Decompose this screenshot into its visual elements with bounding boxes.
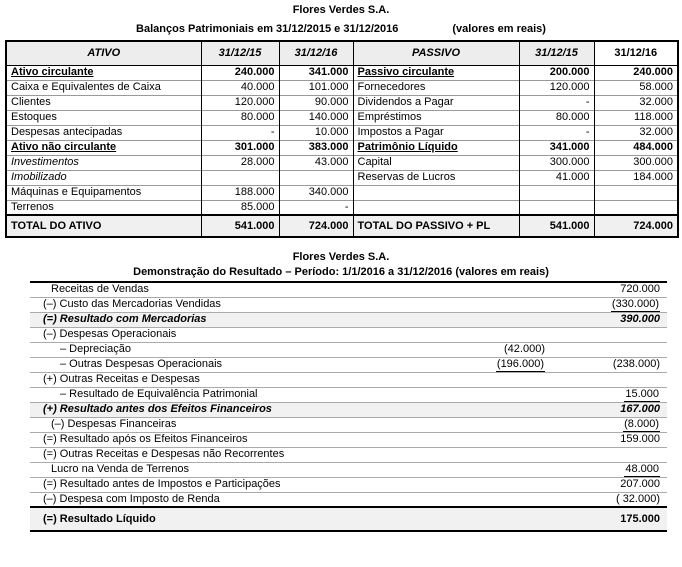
table-row bbox=[30, 477, 667, 492]
table-row bbox=[6, 95, 678, 110]
bs-label-cell: Fornecedores bbox=[353, 80, 519, 95]
table-row bbox=[6, 185, 678, 200]
bs-value-cell: 118.000 bbox=[594, 110, 678, 125]
table-row bbox=[6, 140, 678, 155]
dre-label-cell: Lucro na Venda de Terrenos bbox=[30, 462, 452, 477]
bs-value-cell: - bbox=[519, 95, 594, 110]
dre-value-cell: (238.000) bbox=[547, 357, 667, 372]
bs-label-cell bbox=[353, 200, 519, 215]
dre-net-income-value: 175.000 bbox=[547, 507, 667, 531]
bs-value-cell: 32.000 bbox=[594, 95, 678, 110]
dre-value-cell bbox=[547, 387, 667, 402]
dre-mid-cell bbox=[452, 297, 547, 312]
dre-subtotal-row bbox=[30, 402, 667, 417]
bs-value-cell: 90.000 bbox=[279, 95, 353, 110]
bs-value-cell: 120.000 bbox=[201, 95, 279, 110]
dre-value-cell bbox=[547, 462, 667, 477]
bs-value-cell: 120.000 bbox=[519, 80, 594, 95]
table-row bbox=[30, 342, 667, 357]
dre-mid-cell bbox=[452, 417, 547, 432]
dre-label-cell: (+) Resultado antes dos Efeitos Financeiros bbox=[30, 402, 452, 417]
dre-label-cell: (=) Outras Receitas e Despesas não Recorrentes bbox=[30, 447, 452, 462]
dre-label-cell: – Depreciação bbox=[30, 342, 452, 357]
bs-header-date-16-left: 31/12/16 bbox=[279, 41, 353, 65]
bs-value-cell bbox=[519, 185, 594, 200]
bs-value-cell: 80.000 bbox=[519, 110, 594, 125]
bs-value-cell: 300.000 bbox=[594, 155, 678, 170]
income-statement-title: Demonstração do Resultado – Período: 1/1/2016 a 31/12/2016 (valores em reais) bbox=[133, 266, 549, 278]
dre-label-cell: – Outras Despesas Operacionais bbox=[30, 357, 452, 372]
dre-value-cell bbox=[547, 297, 667, 312]
bs-value-cell: 40.000 bbox=[201, 80, 279, 95]
balance-sheet-company-title: Flores Verdes S.A. bbox=[292, 4, 390, 16]
dre-mid-cell bbox=[452, 312, 547, 327]
bs-header-row bbox=[6, 41, 678, 65]
bs-value-cell: 43.000 bbox=[279, 155, 353, 170]
dre-mid-cell bbox=[452, 477, 547, 492]
bs-header-date-15-left: 31/12/15 bbox=[201, 41, 279, 65]
dre-mid-cell bbox=[452, 327, 547, 342]
balance-sheet-units-text: (valores em reais) bbox=[452, 23, 546, 35]
underlined-value: (8.000) bbox=[624, 418, 659, 430]
bs-value-cell: 300.000 bbox=[519, 155, 594, 170]
dre-label-cell: – Resultado de Equivalência Patrimonial bbox=[30, 387, 452, 402]
bs-label-cell: Impostos a Pagar bbox=[353, 125, 519, 140]
balance-sheet-title-text: Balanços Patrimoniais em 31/12/2015 e 31/12/2016 bbox=[136, 23, 399, 35]
bs-label-cell: Despesas antecipadas bbox=[6, 125, 201, 140]
bs-value-cell: 383.000 bbox=[279, 140, 353, 155]
bs-label-cell: Investimentos bbox=[6, 155, 201, 170]
dre-value-cell: 167.000 bbox=[547, 402, 667, 417]
bs-value-cell: 32.000 bbox=[594, 125, 678, 140]
table-row bbox=[30, 327, 667, 342]
dre-label-cell: (=) Resultado com Mercadorias bbox=[30, 312, 452, 327]
table-row bbox=[30, 447, 667, 462]
table-row bbox=[30, 282, 667, 297]
dre-mid-cell bbox=[452, 432, 547, 447]
dre-mid-cell bbox=[452, 372, 547, 387]
bs-label-cell: Empréstimos bbox=[353, 110, 519, 125]
dre-mid-cell bbox=[452, 462, 547, 477]
table-row bbox=[6, 170, 678, 185]
bs-total-ativo-label: TOTAL DO ATIVO bbox=[6, 215, 201, 237]
bs-value-cell: 101.000 bbox=[279, 80, 353, 95]
bs-value-cell: 200.000 bbox=[519, 65, 594, 80]
dre-value-cell bbox=[547, 417, 667, 432]
bs-value-cell: 28.000 bbox=[201, 155, 279, 170]
underlined-value: 15.000 bbox=[625, 388, 659, 400]
bs-value-cell: 240.000 bbox=[201, 65, 279, 80]
dre-label-cell: Receitas de Vendas bbox=[51, 283, 149, 296]
underlined-value: (330.000) bbox=[611, 298, 659, 310]
table-row bbox=[30, 372, 667, 387]
bs-label-cell: Ativo não circulante bbox=[6, 140, 201, 155]
dre-net-income-row bbox=[30, 507, 667, 531]
bs-label-cell: Dividendos a Pagar bbox=[353, 95, 519, 110]
table-row bbox=[6, 80, 678, 95]
dre-label-cell: (+) Outras Receitas e Despesas bbox=[30, 372, 452, 387]
bs-value-cell: 85.000 bbox=[201, 200, 279, 215]
bs-label-cell: Passivo circulante bbox=[353, 65, 519, 80]
bs-label-cell: Patrimônio Líquido bbox=[353, 140, 519, 155]
bs-value-cell: - bbox=[201, 125, 279, 140]
table-row bbox=[30, 417, 667, 432]
table-row bbox=[30, 492, 667, 507]
balance-sheet-table bbox=[5, 40, 679, 238]
bs-value-cell: 341.000 bbox=[279, 65, 353, 80]
bs-value-cell: 188.000 bbox=[201, 185, 279, 200]
table-row bbox=[30, 357, 667, 372]
bs-label-cell bbox=[353, 185, 519, 200]
table-row bbox=[6, 65, 678, 80]
bs-value-cell bbox=[594, 200, 678, 215]
dre-mid-cell bbox=[452, 507, 547, 531]
bs-value-cell: 301.000 bbox=[201, 140, 279, 155]
table-row bbox=[30, 387, 667, 402]
dre-mid-cell bbox=[452, 402, 547, 417]
dre-value-cell bbox=[547, 342, 667, 357]
dre-mid-cell bbox=[452, 357, 547, 372]
income-statement-table bbox=[30, 281, 667, 532]
dre-mid-cell: (42.000) bbox=[452, 342, 547, 357]
dre-label-cell: (–) Custo das Mercadorias Vendidas bbox=[30, 297, 452, 312]
bs-label-cell: Caixa e Equivalentes de Caixa bbox=[6, 80, 201, 95]
bs-label-cell: Máquinas e Equipamentos bbox=[6, 185, 201, 200]
dre-label-cell: (–) Despesa com Imposto de Renda bbox=[30, 492, 452, 507]
dre-value-cell bbox=[547, 327, 667, 342]
dre-label-cell: (–) Despesas Financeiras bbox=[30, 417, 452, 432]
dre-label-cell: (–) Despesas Operacionais bbox=[30, 327, 452, 342]
dre-mid-cell bbox=[452, 492, 547, 507]
bs-value-cell: - bbox=[519, 125, 594, 140]
bs-value-cell: 484.000 bbox=[594, 140, 678, 155]
bs-label-cell: Terrenos bbox=[6, 200, 201, 215]
table-row bbox=[6, 110, 678, 125]
bs-label-cell: Imobilizado bbox=[6, 170, 201, 185]
bs-value-cell: 724.000 bbox=[279, 215, 353, 237]
dre-value-cell: 720.000 bbox=[620, 283, 660, 296]
bs-total-row bbox=[6, 215, 678, 237]
bs-header-date-15-right: 31/12/15 bbox=[519, 41, 594, 65]
bs-label-cell: Reservas de Lucros bbox=[353, 170, 519, 185]
bs-header-date-16-right: 31/12/16 bbox=[594, 41, 678, 65]
dre-label-cell: (=) Resultado após os Efeitos Financeiros bbox=[30, 432, 452, 447]
dre-value-cell: 390.000 bbox=[547, 312, 667, 327]
bs-value-cell: 41.000 bbox=[519, 170, 594, 185]
dre-value-cell bbox=[547, 447, 667, 462]
bs-value-cell bbox=[519, 200, 594, 215]
bs-value-cell bbox=[201, 170, 279, 185]
bs-total-passivo-label: TOTAL DO PASSIVO + PL bbox=[353, 215, 519, 237]
bs-value-cell: 341.000 bbox=[519, 140, 594, 155]
bs-header-ativo: ATIVO bbox=[6, 41, 201, 65]
bs-label-cell: Clientes bbox=[6, 95, 201, 110]
bs-value-cell: 541.000 bbox=[201, 215, 279, 237]
dre-mid-cell bbox=[452, 282, 547, 297]
bs-value-cell: 10.000 bbox=[279, 125, 353, 140]
dre-subtotal-row bbox=[30, 312, 667, 327]
bs-value-cell: 240.000 bbox=[594, 65, 678, 80]
dre-value-cell: 207.000 bbox=[547, 477, 667, 492]
bs-label-cell: Capital bbox=[353, 155, 519, 170]
bs-value-cell: 140.000 bbox=[279, 110, 353, 125]
bs-value-cell bbox=[279, 170, 353, 185]
dre-value-cell bbox=[547, 372, 667, 387]
bs-value-cell: 541.000 bbox=[519, 215, 594, 237]
dre-label-cell: (=) Resultado antes de Impostos e Participações bbox=[30, 477, 452, 492]
bs-value-cell: 724.000 bbox=[594, 215, 678, 237]
income-statement-company-title: Flores Verdes S.A. bbox=[292, 251, 390, 263]
table-row bbox=[6, 155, 678, 170]
dre-mid-cell bbox=[452, 387, 547, 402]
bs-header-passivo: PASSIVO bbox=[353, 41, 519, 65]
table-row bbox=[30, 297, 667, 312]
balance-sheet-subtitle bbox=[0, 23, 682, 35]
bs-value-cell: 340.000 bbox=[279, 185, 353, 200]
bs-label-cell: Estoques bbox=[6, 110, 201, 125]
bs-value-cell: 58.000 bbox=[594, 80, 678, 95]
underlined-value: 48.000 bbox=[625, 463, 659, 475]
bs-value-cell bbox=[594, 185, 678, 200]
underlined-value: (196.000) bbox=[496, 358, 544, 370]
table-row bbox=[30, 462, 667, 477]
bs-value-cell: - bbox=[279, 200, 353, 215]
dre-mid-cell bbox=[452, 447, 547, 462]
table-row bbox=[30, 432, 667, 447]
dre-net-income-label: (=) Resultado Líquido bbox=[30, 507, 452, 531]
bs-label-cell: Ativo circulante bbox=[6, 65, 201, 80]
dre-value-cell: 159.000 bbox=[547, 432, 667, 447]
table-row bbox=[6, 125, 678, 140]
table-row bbox=[6, 200, 678, 215]
bs-value-cell: 80.000 bbox=[201, 110, 279, 125]
bs-value-cell: 184.000 bbox=[594, 170, 678, 185]
dre-value-cell: ( 32.000) bbox=[547, 492, 667, 507]
